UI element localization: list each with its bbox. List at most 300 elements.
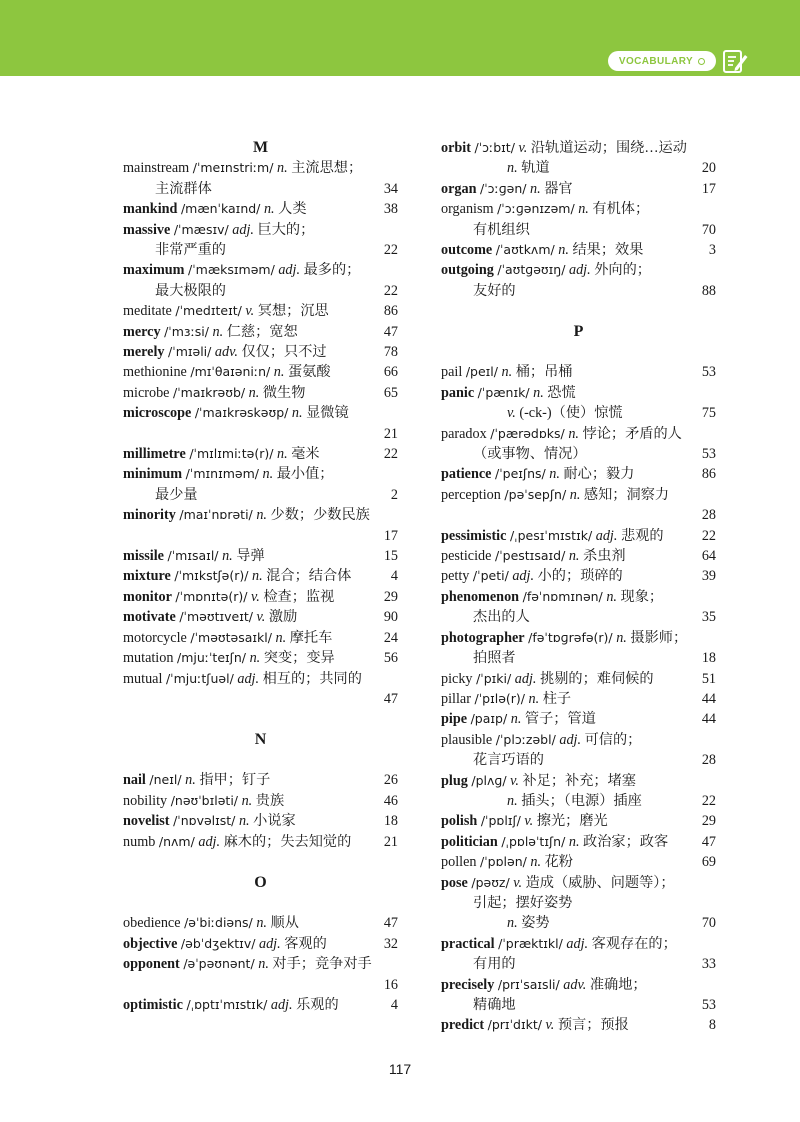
page-ref: 4 xyxy=(390,568,398,585)
part-of-speech: adv. xyxy=(214,344,238,361)
entry-line xyxy=(441,566,716,586)
entry-line xyxy=(441,199,716,219)
page-ref: 70 xyxy=(701,221,716,238)
entry-line xyxy=(123,158,398,178)
entry-line xyxy=(123,954,398,974)
glossary-entry xyxy=(441,526,716,546)
entry-line xyxy=(123,301,398,321)
part-of-speech: n. xyxy=(568,425,579,442)
pronunciation: /peɪl/ xyxy=(465,364,498,380)
headword: millimetre xyxy=(123,446,186,463)
page-ref: 24 xyxy=(383,629,398,646)
part-of-speech: n. xyxy=(258,956,269,973)
headword: patience xyxy=(441,466,492,483)
headword: pesticide xyxy=(441,548,492,565)
entry-line xyxy=(123,403,398,423)
glossary-entry xyxy=(441,975,716,1016)
entry-line xyxy=(441,852,716,872)
entry-line xyxy=(123,505,398,525)
part-of-speech: v. xyxy=(513,874,523,891)
glossary-entry xyxy=(441,179,716,199)
section-letter: P xyxy=(573,322,584,340)
part-of-speech: n. xyxy=(606,588,617,605)
definition: 悲观的 xyxy=(620,527,664,544)
definition: 最大极限的 xyxy=(155,282,226,299)
headword: pollen xyxy=(441,854,477,871)
headword: objective xyxy=(123,935,178,952)
entry-line xyxy=(123,240,398,260)
definition: 乐观的 xyxy=(296,996,339,1013)
page-ref: 32 xyxy=(383,935,398,952)
pronunciation: /ˈaʊtɡəʊɪŋ/ xyxy=(497,262,566,278)
glossary-entry xyxy=(441,240,716,260)
entry-line xyxy=(123,444,398,464)
part-of-speech: n. xyxy=(212,323,224,340)
page-ref: 78 xyxy=(383,344,398,361)
headword: opponent xyxy=(123,956,180,973)
glossary-entry xyxy=(123,301,398,321)
entry-line xyxy=(441,913,716,933)
part-of-speech: n. xyxy=(530,180,541,197)
entry-line xyxy=(123,322,398,342)
page-ref: 20 xyxy=(701,160,716,177)
pronunciation: /ˈmɒnɪtə(r)/ xyxy=(175,588,248,604)
page-ref: 86 xyxy=(383,303,398,320)
headword: practical xyxy=(441,935,495,952)
definition: 现象； xyxy=(620,588,664,605)
glossary-entry xyxy=(123,669,398,710)
part-of-speech: n. xyxy=(249,650,261,667)
glossary-entry xyxy=(123,444,398,464)
headword: panic xyxy=(441,384,475,401)
part-of-speech: n. xyxy=(256,915,267,932)
spacer xyxy=(123,750,398,770)
definition: 激励 xyxy=(268,609,298,626)
part-of-speech: n. xyxy=(291,405,303,422)
headword: merely xyxy=(123,344,165,361)
glossary-entry xyxy=(441,199,716,240)
definition: 沿轨道运动；围绕…运动 xyxy=(530,140,687,156)
part-of-speech: adj. xyxy=(232,221,254,238)
entry-line xyxy=(123,179,398,199)
part-of-speech: n. xyxy=(569,486,581,503)
headword: minimum xyxy=(123,466,183,483)
glossary-entry xyxy=(123,220,398,261)
headword: organ xyxy=(441,180,477,197)
part-of-speech: n. xyxy=(578,201,589,218)
headword: novelist xyxy=(123,813,170,830)
glossary-entry xyxy=(441,485,716,526)
headword: nobility xyxy=(123,792,168,809)
definition: 相互的；共同的 xyxy=(262,670,362,687)
definition: 指甲；钉子 xyxy=(199,772,271,789)
glossary-entry xyxy=(123,913,398,933)
pronunciation: /ˈɔːɡən/ xyxy=(480,180,527,196)
entry-line xyxy=(123,362,398,382)
headword: precisely xyxy=(441,976,495,993)
definition: 结果；效果 xyxy=(572,242,644,259)
entry-line xyxy=(123,199,398,219)
pronunciation: /əˈpəʊnənt/ xyxy=(183,956,255,972)
page-ref: 15 xyxy=(383,548,398,565)
definition: 桶；吊桶 xyxy=(515,364,573,381)
pronunciation: /neɪl/ xyxy=(149,772,182,788)
part-of-speech: n. xyxy=(558,242,569,259)
part-of-speech: v. xyxy=(256,609,266,626)
page-ref: 28 xyxy=(701,507,716,524)
part-of-speech: n. xyxy=(507,160,518,177)
part-of-speech: n. xyxy=(185,772,196,789)
page-ref: 21 xyxy=(383,833,398,850)
pronunciation: /əˈbiːdiəns/ xyxy=(184,915,253,931)
pronunciation: /ˈmɪəli/ xyxy=(168,344,212,360)
glossary-entry xyxy=(123,648,398,668)
page-ref: 17 xyxy=(383,527,398,544)
part-of-speech: n. xyxy=(568,833,580,850)
pronunciation: /ˈpɒlɪʃ/ xyxy=(480,813,521,829)
pronunciation: /əbˈdʒektɪv/ xyxy=(180,935,256,951)
headword: microbe xyxy=(123,384,170,401)
page-ref: 47 xyxy=(383,323,398,340)
page-ref: 64 xyxy=(701,548,716,565)
entry-line xyxy=(441,771,716,791)
pronunciation: /ˈmɪnɪməm/ xyxy=(185,466,259,482)
part-of-speech: adv. xyxy=(563,976,587,993)
entry-line xyxy=(441,709,716,729)
definition: 人类 xyxy=(278,201,307,218)
entry-line xyxy=(123,628,398,648)
part-of-speech: adj. xyxy=(512,568,535,585)
glossary-entry xyxy=(123,260,398,301)
entry-line xyxy=(123,689,398,709)
entry-line xyxy=(441,893,716,913)
entry-line xyxy=(123,485,398,505)
glossary-entry xyxy=(123,832,398,852)
definition: 可信的； xyxy=(584,731,642,748)
entry-line xyxy=(123,546,398,566)
header-bar xyxy=(0,0,800,76)
glossary-entry xyxy=(123,546,398,566)
definition: 有用的 xyxy=(473,956,516,973)
glossary-entry xyxy=(123,607,398,627)
headword: pail xyxy=(441,364,463,381)
section-letter: O xyxy=(254,873,267,891)
headword: picky xyxy=(441,670,473,687)
definition: 小的；琐碎的 xyxy=(537,568,623,585)
spacer xyxy=(123,709,398,729)
pronunciation: /nʌm/ xyxy=(158,833,195,849)
definition: 主流群体 xyxy=(155,180,212,197)
page-ref: 22 xyxy=(383,446,398,463)
part-of-speech: n. xyxy=(528,690,540,707)
glossary-entry xyxy=(441,852,716,872)
part-of-speech: adj. xyxy=(559,731,582,748)
glossary-entry xyxy=(123,628,398,648)
glossary-entry xyxy=(441,1015,716,1035)
definition: 对手；竞争对手 xyxy=(272,956,372,973)
pronunciation: /ˈpræktɪkl/ xyxy=(498,935,563,951)
definition: 最多的； xyxy=(303,262,361,279)
headword: politician xyxy=(441,833,498,850)
page-ref: 21 xyxy=(383,425,398,442)
pronunciation: /maɪˈnɒrəti/ xyxy=(179,507,253,523)
pronunciation: /ˌɒptɪˈmɪstɪk/ xyxy=(186,996,268,1012)
headword: mutation xyxy=(123,650,174,667)
glossary-entry xyxy=(441,566,716,586)
entry-line xyxy=(123,913,398,933)
pronunciation: /ˈmɪlɪmiːtə(r)/ xyxy=(189,446,274,462)
definition: 客观存在的； xyxy=(591,935,677,952)
glossary-entry xyxy=(441,811,716,831)
definition: 柱子 xyxy=(542,690,572,707)
page-ref: 47 xyxy=(383,915,398,932)
glossary-entry xyxy=(441,546,716,566)
pronunciation: /prɪˈsaɪsli/ xyxy=(497,976,560,992)
part-of-speech: n. xyxy=(238,813,250,830)
vocabulary-tag xyxy=(608,51,716,71)
entry-line xyxy=(123,975,398,995)
definition: 少数；少数民族 xyxy=(270,507,370,524)
definition: 器官 xyxy=(544,180,573,197)
part-of-speech: adj. xyxy=(278,262,301,279)
page-ref: 88 xyxy=(701,282,716,299)
headword: motivate xyxy=(123,609,176,626)
entry-line xyxy=(441,240,716,260)
part-of-speech: n. xyxy=(275,629,287,646)
entry-line xyxy=(123,526,398,546)
page-ref: 18 xyxy=(383,813,398,830)
part-of-speech: v. xyxy=(245,303,255,320)
pronunciation: /fəˈtɒɡrəfə(r)/ xyxy=(528,629,613,645)
glossary-entry xyxy=(123,566,398,586)
part-of-speech: adj. xyxy=(258,935,281,952)
definition: （或事物、情况） xyxy=(473,446,587,463)
spacer xyxy=(123,893,398,913)
pronunciation: /ˈpeti/ xyxy=(472,568,509,584)
glossary-entry xyxy=(441,730,716,771)
definition: 恐慌 xyxy=(547,384,576,401)
headword: obedience xyxy=(123,915,181,932)
page-ref: 51 xyxy=(701,670,716,687)
pronunciation: /ˈmɜːsi/ xyxy=(164,323,209,339)
entry-line xyxy=(123,260,398,280)
headword: mutual xyxy=(123,670,163,687)
entry-line xyxy=(441,587,716,607)
pronunciation: /fəˈnɒmɪnən/ xyxy=(522,588,603,604)
part-of-speech: n. xyxy=(252,568,263,585)
definition: 麻木的；失去知觉的 xyxy=(223,833,352,850)
definition: 外向的； xyxy=(594,262,651,279)
part-of-speech: n. xyxy=(533,384,544,401)
part-of-speech: n. xyxy=(568,548,580,565)
page-number: 117 xyxy=(388,1061,412,1077)
glossary-entry xyxy=(441,934,716,975)
part-of-speech: adj. xyxy=(198,833,221,850)
glossary-entry xyxy=(441,873,716,934)
entry-line xyxy=(441,873,716,893)
section-letter: M xyxy=(252,139,269,156)
definition: 小说家 xyxy=(253,813,296,830)
entry-line xyxy=(441,281,716,301)
definition: 擦光；磨光 xyxy=(536,813,608,830)
part-of-speech: v. xyxy=(518,140,528,156)
pronunciation: /ˈaʊtkʌm/ xyxy=(495,242,555,258)
headword: motorcycle xyxy=(123,629,187,646)
page-ref: 29 xyxy=(383,588,398,605)
part-of-speech: n. xyxy=(256,507,267,524)
definition: 感知；洞察力 xyxy=(583,486,670,503)
entry-line xyxy=(123,811,398,831)
page-ref: 38 xyxy=(383,201,398,218)
spacer xyxy=(123,852,398,872)
part-of-speech: v. xyxy=(507,405,516,422)
headword: mainstream xyxy=(123,160,190,177)
headword: optimistic xyxy=(123,996,183,1013)
page-ref: 26 xyxy=(383,772,398,789)
pronunciation: /ˈmæksɪməm/ xyxy=(188,262,275,278)
entry-line xyxy=(441,975,716,995)
entry-line xyxy=(441,750,716,770)
page-ref: 17 xyxy=(701,180,716,197)
entry-line xyxy=(123,342,398,362)
pronunciation: /plʌɡ/ xyxy=(471,772,507,788)
part-of-speech: adj. xyxy=(514,670,537,687)
glossary-entry xyxy=(441,138,716,179)
headword: organism xyxy=(441,201,494,218)
page-ref: 22 xyxy=(701,527,716,544)
definition: 突变；变异 xyxy=(263,650,335,667)
part-of-speech: n. xyxy=(507,915,518,932)
part-of-speech: v. xyxy=(251,588,260,605)
definition: 导弹 xyxy=(236,548,265,565)
glossary-entry xyxy=(441,260,716,301)
page-ref: 47 xyxy=(383,690,398,707)
headword: plug xyxy=(441,772,468,789)
pronunciation: /ˈpɪki/ xyxy=(476,670,512,686)
entry-line xyxy=(441,220,716,240)
definition: 冥想；沉思 xyxy=(257,303,329,320)
glossary-entry xyxy=(123,199,398,219)
page-ref: 53 xyxy=(701,364,716,381)
headword: mixture xyxy=(123,568,171,585)
entry-line xyxy=(441,505,716,525)
definition: 顺从 xyxy=(270,915,299,932)
glossary-entry xyxy=(441,709,716,729)
entry-line xyxy=(441,424,716,444)
definition: 造成（威胁、问题等）； xyxy=(525,874,675,891)
part-of-speech: n. xyxy=(263,201,275,218)
page-ref: 16 xyxy=(383,976,398,993)
entry-line xyxy=(123,791,398,811)
definition: 姿势 xyxy=(521,915,550,932)
pronunciation: /ˈpɪlə(r)/ xyxy=(474,690,525,706)
part-of-speech: adj. xyxy=(566,935,589,952)
glossary-entry xyxy=(123,342,398,362)
entry-line xyxy=(123,669,398,689)
glossary-entry xyxy=(123,464,398,505)
headword: outcome xyxy=(441,242,493,259)
definition: 预言；预报 xyxy=(557,1017,629,1034)
glossary-entry xyxy=(123,770,398,790)
headword: meditate xyxy=(123,303,172,320)
entry-line xyxy=(441,179,716,199)
entry-line xyxy=(123,648,398,668)
glossary-entry xyxy=(441,362,716,382)
glossary-entry xyxy=(123,505,398,546)
headword: petty xyxy=(441,568,470,585)
part-of-speech: n. xyxy=(549,466,560,483)
pronunciation: /mjuːˈteɪʃn/ xyxy=(177,650,247,666)
entry-line xyxy=(441,464,716,484)
pronunciation: /ˈɔːɡənɪzəm/ xyxy=(497,201,575,217)
pronunciation: /ˈpærədɒks/ xyxy=(490,425,565,441)
pronunciation: /mænˈkaɪnd/ xyxy=(180,201,261,217)
definition: 贵族 xyxy=(255,792,285,809)
definition: 杰出的人 xyxy=(473,609,530,626)
definition: 管子；管道 xyxy=(524,711,596,728)
pronunciation: /pəʊz/ xyxy=(471,874,510,890)
entry-line xyxy=(441,260,716,280)
headword: polish xyxy=(441,813,478,830)
pronunciation: /prɪˈdɪkt/ xyxy=(487,1017,542,1033)
headword: nail xyxy=(123,772,146,789)
entry-line xyxy=(123,220,398,240)
glossary-entry xyxy=(123,158,398,199)
part-of-speech: v. xyxy=(545,1017,555,1034)
entry-line xyxy=(123,424,398,444)
part-of-speech: n. xyxy=(248,384,260,401)
entry-line xyxy=(441,1015,716,1035)
glossary-entry xyxy=(123,362,398,382)
pronunciation: /ˈmɪkstʃə(r)/ xyxy=(174,568,249,584)
headword: predict xyxy=(441,1017,485,1034)
entry-line xyxy=(123,464,398,484)
page-ref: 86 xyxy=(701,466,716,483)
definition: 摄影师； xyxy=(630,629,688,646)
entry-line xyxy=(123,934,398,954)
part-of-speech: n. xyxy=(273,364,285,381)
page-ref: 47 xyxy=(701,833,716,850)
headword: pose xyxy=(441,874,468,891)
headword: perception xyxy=(441,486,501,503)
pronunciation: /nəʊˈbɪləti/ xyxy=(170,792,239,808)
headword: monitor xyxy=(123,588,172,605)
page-ref: 65 xyxy=(383,384,398,401)
part-of-speech: n. xyxy=(530,854,542,871)
page-ref: 22 xyxy=(701,792,716,809)
pronunciation: /ˈɔːbɪt/ xyxy=(474,140,515,155)
definition: 引起；摆好姿势 xyxy=(473,894,573,911)
entry-line xyxy=(123,832,398,852)
entry-line xyxy=(441,954,716,974)
pronunciation: /ˈmæsɪv/ xyxy=(173,221,229,237)
glossary-entry xyxy=(441,771,716,812)
glossary-entry xyxy=(123,383,398,403)
page-ref: 4 xyxy=(390,996,398,1013)
right-column xyxy=(441,138,716,1036)
definition: 检查；监视 xyxy=(263,588,335,605)
definition: 补足；补充；堵塞 xyxy=(522,772,636,789)
entry-line xyxy=(441,648,716,668)
entry-line xyxy=(441,526,716,546)
page-ref: 3 xyxy=(708,242,716,259)
headword: mercy xyxy=(123,323,161,340)
page-ref: 69 xyxy=(701,854,716,871)
headword: outgoing xyxy=(441,262,494,279)
spacer xyxy=(441,342,716,362)
entry-line xyxy=(441,689,716,709)
headword: missile xyxy=(123,548,164,565)
